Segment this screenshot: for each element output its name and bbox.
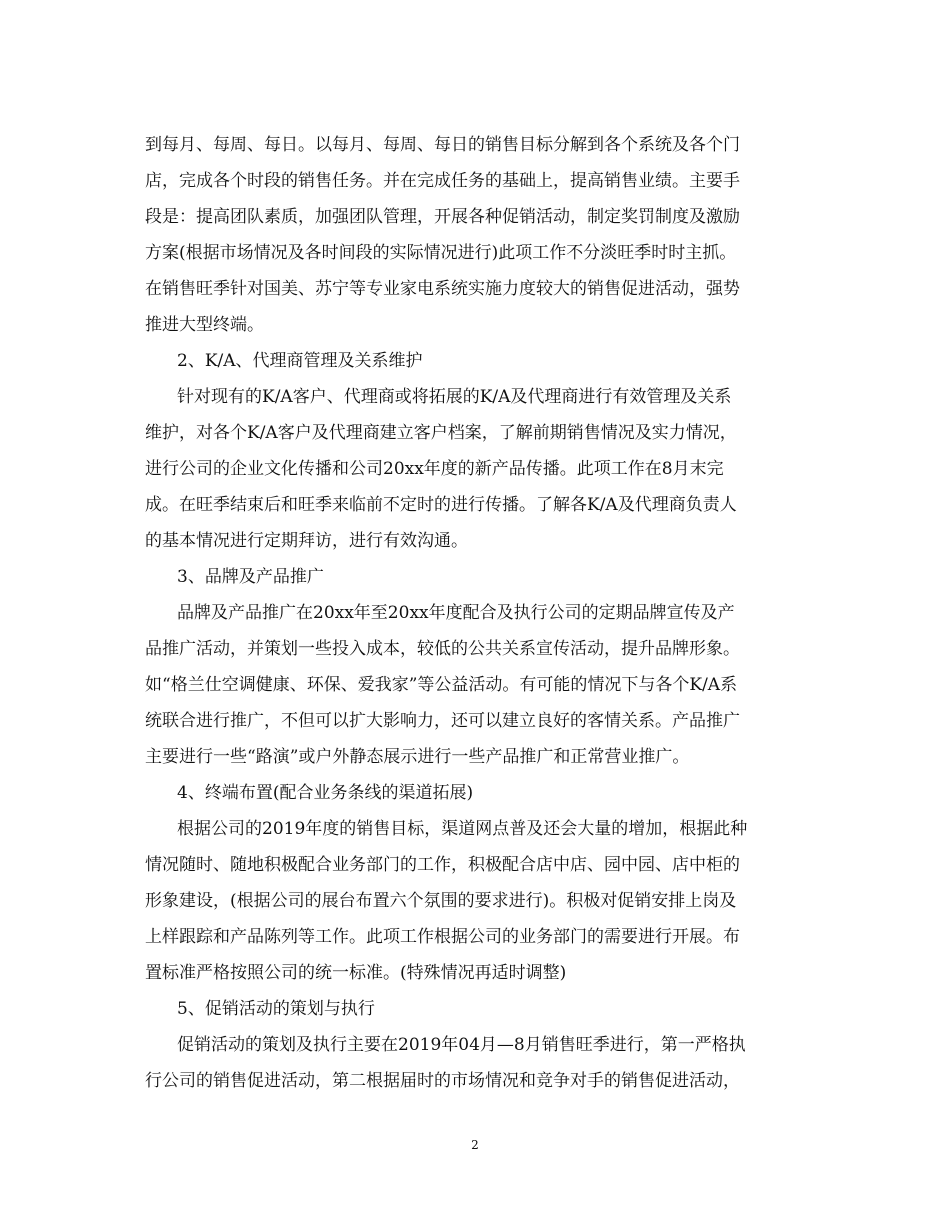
text-line: 5、促销活动的策划与执行: [177, 999, 375, 1019]
page-number: 2: [471, 1138, 479, 1152]
text-line: 针对现有的K/A客户、代理商或将拓展的K/A及代理商进行有效管理及关系: [177, 387, 732, 407]
text-line: 上样跟踪和产品陈列等工作。此项工作根据公司的业务部门的需要进行开展。布: [145, 927, 740, 947]
body-text: [145, 127, 810, 1099]
text-line: 促销活动的策划及执行主要在2019年04月—8月销售旺季进行，第一严格执: [177, 1035, 746, 1055]
text-line: 品推广活动，并策划一些投入成本，较低的公共关系宣传活动，提升品牌形象。: [145, 639, 740, 659]
text-line: 成。在旺季结束后和旺季来临前不定时的进行传播。了解各K/A及代理商负责人: [145, 495, 737, 515]
text-line: 段是：提高团队素质，加强团队管理，开展各种促销活动，制定奖罚制度及激励: [145, 207, 740, 227]
text-line: 统联合进行推广，不但可以扩大影响力，还可以建立良好的客情关系。产品推广: [145, 711, 740, 731]
text-line: 品牌及产品推广在20xx年至20xx年度配合及执行公司的定期品牌宣传及产: [177, 603, 735, 623]
text-line: 在销售旺季针对国美、苏宁等专业家电系统实施力度较大的销售促进活动，强势: [145, 279, 740, 299]
text-line: 的基本情况进行定期拜访，进行有效沟通。: [145, 531, 468, 551]
text-line: 根据公司的2019年度的销售目标，渠道网点普及还会大量的增加，根据此种: [177, 819, 748, 839]
text-line: 情况随时、随地积极配合业务部门的工作，积极配合店中店、园中园、店中柜的: [145, 855, 740, 875]
text-line: 如“格兰仕空调健康、环保、爱我家”等公益活动。有可能的情况下与各个K/A系: [145, 675, 738, 695]
text-line: 置标准严格按照公司的统一标准。(特殊情况再适时调整): [145, 963, 567, 983]
text-line: 方案(根据市场情况及各时间段的实际情况进行)此项工作不分淡旺季时时主抓。: [145, 243, 737, 263]
text-line: 维护，对各个K/A客户及代理商建立客户档案，了解前期销售情况及实力情况，: [145, 423, 737, 443]
text-line: 推进大型终端。: [145, 315, 264, 335]
text-line: 3、品牌及产品推广: [177, 567, 324, 587]
text-line: 形象建设，(根据公司的展台布置六个氛围的要求进行)。积极对促销安排上岗及: [145, 891, 737, 911]
text-line: 行公司的销售促进活动，第二根据届时的市场情况和竞争对手的销售促进活动，: [145, 1071, 740, 1091]
text-line: 进行公司的企业文化传播和公司20xx年度的新产品传播。此项工作在8月末完: [145, 459, 724, 479]
text-line: 2、K/A、代理商管理及关系维护: [177, 351, 423, 371]
text-line: 店，完成各个时段的销售任务。并在完成任务的基础上，提高销售业绩。主要手: [145, 171, 740, 191]
text-line: 到每月、每周、每日。以每月、每周、每日的销售目标分解到各个系统及各个门: [145, 135, 740, 155]
text-line: 4、终端布置(配合业务条线的渠道拓展): [177, 783, 474, 803]
text-line: 主要进行一些“路演”或户外静态展示进行一些产品推广和正常营业推广。: [145, 747, 690, 767]
